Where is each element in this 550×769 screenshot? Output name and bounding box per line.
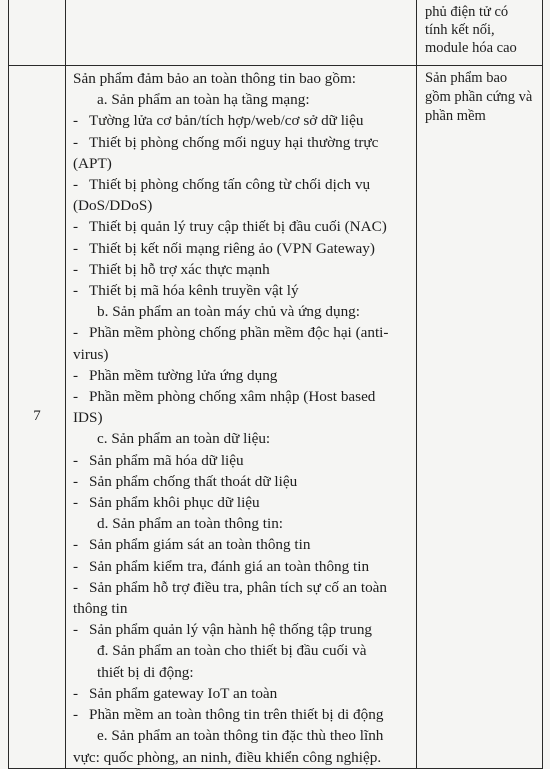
dash-marker: - <box>73 472 79 490</box>
dash-marker: - <box>73 176 79 194</box>
note-line: gồm phần cứng và <box>425 89 533 105</box>
table-row-7 <box>9 66 543 769</box>
bullet-item <box>73 450 412 471</box>
dash-marker: - <box>73 684 79 702</box>
bullet-text: Phần mềm an toàn thông tin trên thiết bị di động <box>89 706 384 724</box>
bullet-item <box>73 534 412 555</box>
bullet-text: Thiết bị quản lý truy cập thiết bị đầu cuối (NAC) <box>89 218 387 236</box>
bullet-text: Thiết bị hỗ trợ xác thực mạnh <box>89 260 270 278</box>
bullet-item <box>73 556 412 577</box>
bullet-text: Sản phẩm chống thất thoát dữ liệu <box>89 472 298 490</box>
bullet-item <box>73 619 412 640</box>
dash-marker: - <box>73 260 79 278</box>
bullet-text: Sản phẩm quản lý vận hành hệ thống tập trung <box>89 621 373 639</box>
subheading: a. Sản phẩm an toàn hạ tầng mạng: <box>97 91 310 109</box>
bullet-text: Phần mềm phòng chống xâm nhập (Host based <box>89 388 376 406</box>
bullet-text: Thiết bị phòng chống mối nguy hại thường trực <box>89 133 379 151</box>
bullet-item <box>73 492 412 513</box>
cell-content-empty <box>66 0 417 66</box>
dash-marker: - <box>73 706 79 724</box>
bullet-text: Sản phẩm hỗ trợ điều tra, phân tích sự cố an toàn <box>89 578 388 596</box>
bullet-item <box>73 259 412 280</box>
dash-marker: - <box>73 494 79 512</box>
subheading: đ. Sản phẩm an toàn cho thiết bị đầu cuối và <box>97 642 367 660</box>
continuation-text: thông tin <box>73 600 128 618</box>
note-line: tính kết nối, <box>425 22 495 38</box>
cell-content-7 <box>66 66 417 769</box>
continuation-text: (APT) <box>73 154 112 172</box>
continuation-text: virus) <box>73 345 109 363</box>
row-number: 7 <box>9 66 66 769</box>
bullet-item <box>73 280 412 301</box>
dash-marker: - <box>73 557 79 575</box>
dash-marker: - <box>73 133 79 151</box>
bullet-item <box>73 110 412 131</box>
bullet-text: Sản phẩm gateway IoT an toàn <box>89 684 278 702</box>
bullet-item <box>73 704 412 725</box>
continuation-text: (DoS/DDoS) <box>73 197 153 215</box>
continuation-text: IDS) <box>73 409 103 427</box>
intro-text: Sản phẩm đảm bảo an toàn thông tin bao gồm: <box>73 70 357 87</box>
bullet-item <box>73 386 412 407</box>
note-line: Sản phẩm bao <box>425 70 508 86</box>
dash-marker: - <box>73 578 79 596</box>
bullet-text: Thiết bị kết nối mạng riêng ảo (VPN Gateway) <box>89 239 375 257</box>
product-table <box>8 0 543 769</box>
bullet-item <box>73 132 412 153</box>
bullet-text: Phần mềm tường lửa ứng dụng <box>89 366 278 384</box>
bullet-item <box>73 471 412 492</box>
bullet-text: Phần mềm phòng chống phần mềm độc hại (anti- <box>89 324 389 342</box>
dash-marker: - <box>73 282 79 300</box>
cell-note-previous <box>417 0 543 66</box>
subheading: thiết bị di động: <box>97 663 194 681</box>
subheading: e. Sản phẩm an toàn thông tin đặc thù theo lĩnh <box>97 727 384 745</box>
bullet-item <box>73 238 412 259</box>
dash-marker: - <box>73 388 79 406</box>
bullet-item <box>73 322 412 343</box>
dash-marker: - <box>73 239 79 257</box>
table-row-previous <box>9 0 543 66</box>
continuation-text: vực: quốc phòng, an ninh, điều khiển công nghiệp. <box>73 748 382 766</box>
bullet-item <box>73 216 412 237</box>
subheading: d. Sản phẩm an toàn thông tin: <box>97 515 284 533</box>
note-line: phần mềm <box>425 108 486 124</box>
bullet-item <box>73 365 412 386</box>
note-line: module hóa cao <box>425 40 517 56</box>
bullet-text: Sản phẩm giám sát an toàn thông tin <box>89 536 311 554</box>
cell-note-7 <box>417 66 543 769</box>
bullet-text: Sản phẩm kiểm tra, đánh giá an toàn thông tin <box>89 557 370 575</box>
dash-marker: - <box>73 621 79 639</box>
subheading: c. Sản phẩm an toàn dữ liệu: <box>97 430 271 448</box>
dash-marker: - <box>73 324 79 342</box>
dash-marker: - <box>73 366 79 384</box>
bullet-item <box>73 683 412 704</box>
cell-number-empty <box>9 0 66 66</box>
bullet-text: Tường lửa cơ bản/tích hợp/web/cơ sở dữ liệu <box>89 112 364 130</box>
bullet-text: Sản phẩm mã hóa dữ liệu <box>89 451 244 469</box>
dash-marker: - <box>73 536 79 554</box>
bullet-item <box>73 577 412 598</box>
dash-marker: - <box>73 218 79 236</box>
subheading: b. Sản phẩm an toàn máy chủ và ứng dụng: <box>97 303 360 321</box>
dash-marker: - <box>73 112 79 130</box>
bullet-text: Sản phẩm khôi phục dữ liệu <box>89 494 260 512</box>
bullet-item <box>73 174 412 195</box>
bullet-text: Thiết bị phòng chống tấn công từ chối dịch vụ <box>89 176 371 194</box>
dash-marker: - <box>73 451 79 469</box>
note-line: phủ điện tử có <box>425 4 509 20</box>
content-list <box>66 66 416 768</box>
bullet-text: Thiết bị mã hóa kênh truyền vật lý <box>89 282 299 300</box>
